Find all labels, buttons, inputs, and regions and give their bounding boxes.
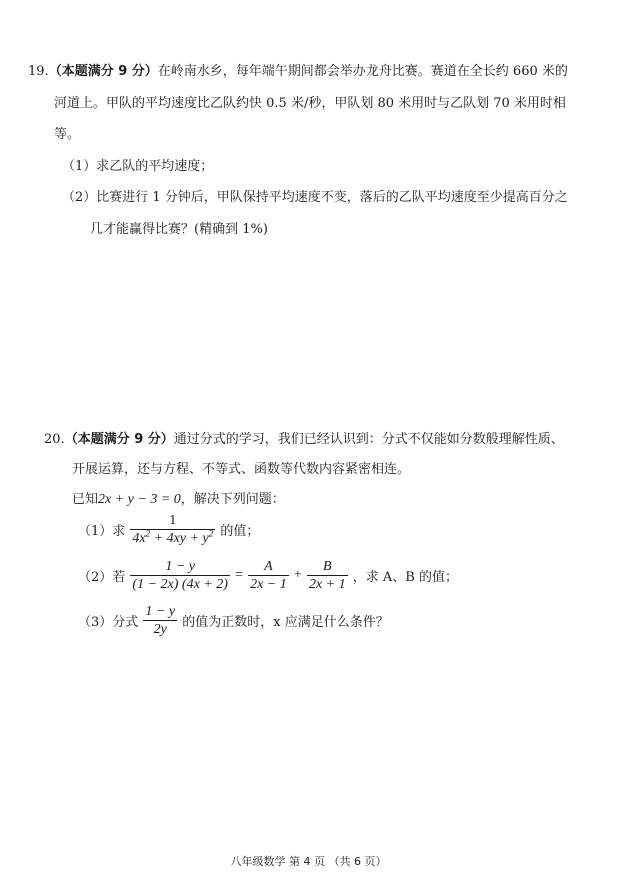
- question-19-sub-1: （1）求乙队的平均速度；: [62, 159, 214, 174]
- sub-2-b-denominator: 2x + 1: [308, 577, 346, 592]
- question-20-line-1: [44, 432, 564, 448]
- sub-2-lhs-numerator: 1 − y: [130, 558, 229, 576]
- sub-2-suffix: ，求 A、B 的值；: [352, 570, 458, 585]
- known-prefix: 已知: [72, 492, 99, 507]
- question-19-sub-2-line-1: （2）比赛进行 1 分钟后，甲队保持平均速度不变，落后的乙队平均速度至少提高百分之: [62, 190, 568, 205]
- question-20-known: [72, 492, 285, 508]
- question-19-line-1: [28, 64, 568, 80]
- sub-2-b-numerator: B: [307, 558, 348, 576]
- sub-1-den-part-a: 4x: [132, 531, 146, 546]
- sub-2-plus: +: [293, 567, 302, 583]
- sub-1-suffix: 的值；: [220, 524, 260, 539]
- sub-3-denominator: 2y: [153, 622, 167, 637]
- question-19-line-3: 等。: [54, 127, 81, 142]
- sub-2-equals: =: [235, 567, 243, 583]
- sub-2-a-fraction: [248, 558, 289, 593]
- sub-3-numerator: 1 − y: [145, 604, 176, 619]
- question-20-number: 20.: [44, 432, 65, 447]
- page-footer: 八年级数学 第 4 页 （共 6 页）: [230, 855, 387, 868]
- sub-1-den-part-b: + 4xy + y: [150, 531, 209, 546]
- known-suffix: ，解决下列问题：: [180, 492, 285, 507]
- sub-3-fraction: [143, 603, 177, 638]
- sub-2-lhs-denominator: (1 − 2x) (4x + 2): [132, 577, 228, 592]
- question-19-line-2: 河道上。甲队的平均速度比乙队约快 0.5 米/秒，甲队划 80 米用时与乙队划 70 米用时相: [54, 96, 566, 111]
- sub-2-a-denominator: 2x − 1: [250, 577, 287, 592]
- known-equation: 2x + y − 3 = 0: [98, 492, 181, 507]
- question-20-marks: （本题满分 9 分）: [64, 432, 174, 447]
- question-20-line-2: 开展运算，还与方程、不等式、函数等代数内容紧密相连。: [72, 462, 411, 477]
- question-20-sub-1: [78, 512, 259, 547]
- question-19-marks: （本题满分 9 分）: [48, 64, 158, 79]
- sub-1-numerator: 1: [130, 512, 215, 530]
- question-20-text-1: 通过分式的学习，我们已经认识到：分式不仅能如分数般理解性质、: [173, 432, 564, 447]
- sub-2-b-fraction: [307, 558, 348, 593]
- question-20-sub-2: [78, 558, 458, 593]
- sub-1-prefix: （1）求: [78, 524, 126, 539]
- question-19-text-1: 在岭南水乡，每年端午期间都会举办龙舟比赛。赛道在全长约 660 米的: [157, 64, 568, 79]
- question-19-sub-2-line-2: 几才能赢得比赛？(精确到 1%): [90, 222, 268, 237]
- sub-1-denominator: $4x^2 + 4xy + y^2$: [132, 528, 214, 546]
- sub-1-fraction: [130, 512, 215, 547]
- sub-2-lhs-fraction: [130, 558, 229, 593]
- sub-3-prefix: （3）分式: [78, 615, 139, 630]
- question-19-number: 19.: [28, 64, 49, 79]
- question-20-sub-3: [78, 603, 389, 638]
- sub-3-suffix: 的值为正数时，x 应满足什么条件？: [182, 615, 389, 630]
- sub-2-prefix: （2）若: [78, 570, 126, 585]
- sub-2-a-numerator: A: [248, 558, 289, 576]
